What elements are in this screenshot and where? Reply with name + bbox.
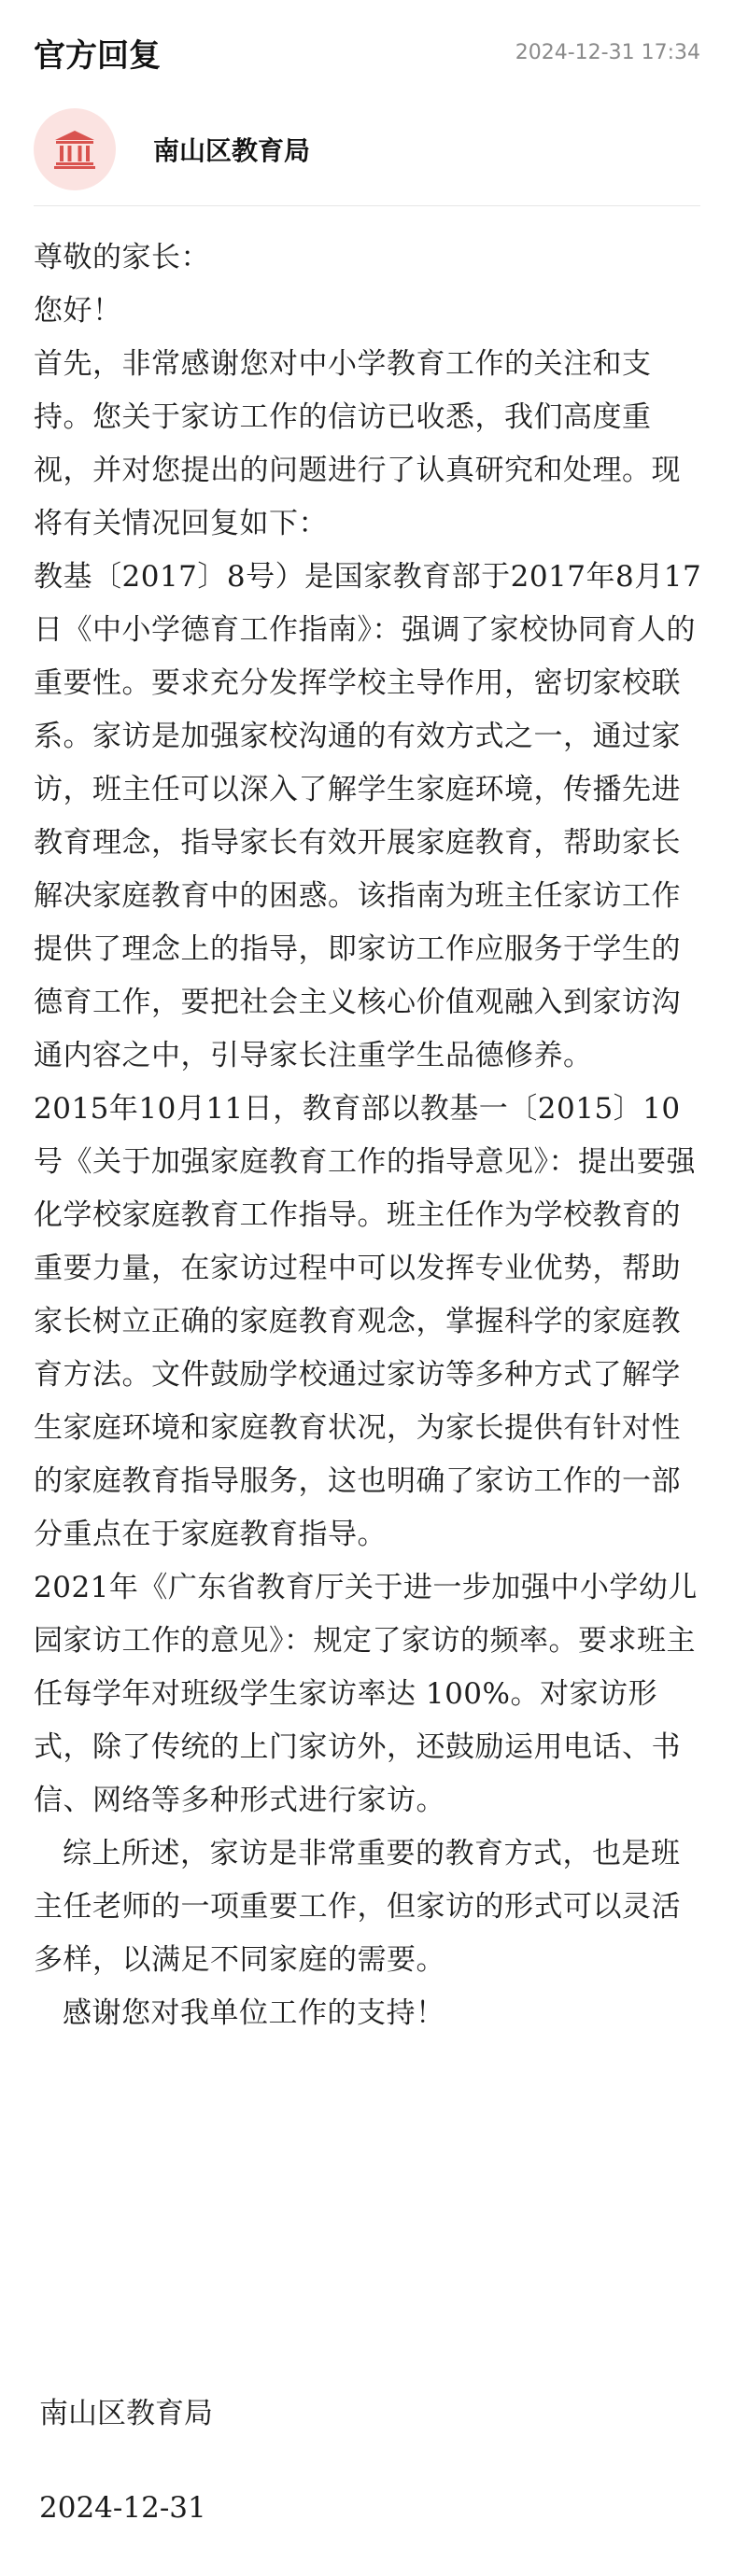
paragraph-conclusion: 综上所述，家访是非常重要的教育方式，也是班主任老师的一项重要工作，但家访的形式可以灵活多样，以满足不同家庭的需要。 [34,1837,681,1977]
paragraph-thanks: 感谢您对我单位工作的支持！ [63,1996,445,2030]
org-name[interactable]: 南山区教育局 [153,135,311,166]
signature-date: 2024-12-31 [39,2491,206,2525]
reply-timestamp: 2024-12-31 17:34 [515,40,700,64]
page-title: 官方回复 [34,36,161,75]
greeting: 您好！ [34,294,122,328]
paragraph-intro: 首先，非常感谢您对中小学教育工作的关注和支持。您关于家访工作的信访已收悉，我们高度重视，并对您提出的问题进行了认真研究和处理。现将有关情况回复如下： [34,347,681,540]
org-info[interactable] [34,105,700,194]
paragraph-guangdong: 2021年《广东省教育厅关于进一步加强中小学幼儿园家访工作的意见》：规定了家访的频率。要求班主任每学年对班级学生家访率达 100%。对家访形式，除了传统的上门家访外，还鼓励运用电话、书信、网络等多种形式进行家访。 [34,1571,698,1817]
salutation: 尊敬的家长： [34,241,210,274]
reply-header [34,24,700,80]
reply-body [34,231,708,2040]
signature-org: 南山区教育局 [39,2397,213,2430]
government-building-icon [53,129,96,170]
paragraph-family-education: 2015年10月11日，教育部以教基一〔2015〕10号《关于加强家庭教育工作的指导意见》：提出要强化学校家庭教育工作指导。班主任作为学校教育的重要力量，在家访过程中可以发挥专业优势，帮助家长树立正确的家庭教育观念，掌握科学的家庭教育方法。文件鼓励学校通过家访等多种方式了解学生家庭环境和家庭教育状况，为家长提供有针对性的家庭教育指导服务，这也明确了家访工作的一部分重点在于家庭教育指导。 [34,1092,696,1551]
avatar[interactable] [34,108,116,190]
signature-block [39,2387,213,2576]
paragraph-moral-education: 教基〔2017〕8号）是国家教育部于2017年8月17日《中小学德育工作指南》：强调了家校协同育人的重要性。要求充分发挥学校主导作用，密切家校联系。家访是加强家校沟通的有效方式之一，通过家访，班主任可以深入了解学生家庭环境，传播先进教育理念，指导家长有效开展家庭教育，帮助家长解决家庭教育中的困惑。该指南为班主任家访工作提供了理念上的指导，即家访工作应服务于学生的德育工作，要把社会主义核心价值观融入到家访沟通内容之中，引导家长注重学生品德修养。 [34,560,702,1072]
divider [34,205,700,206]
